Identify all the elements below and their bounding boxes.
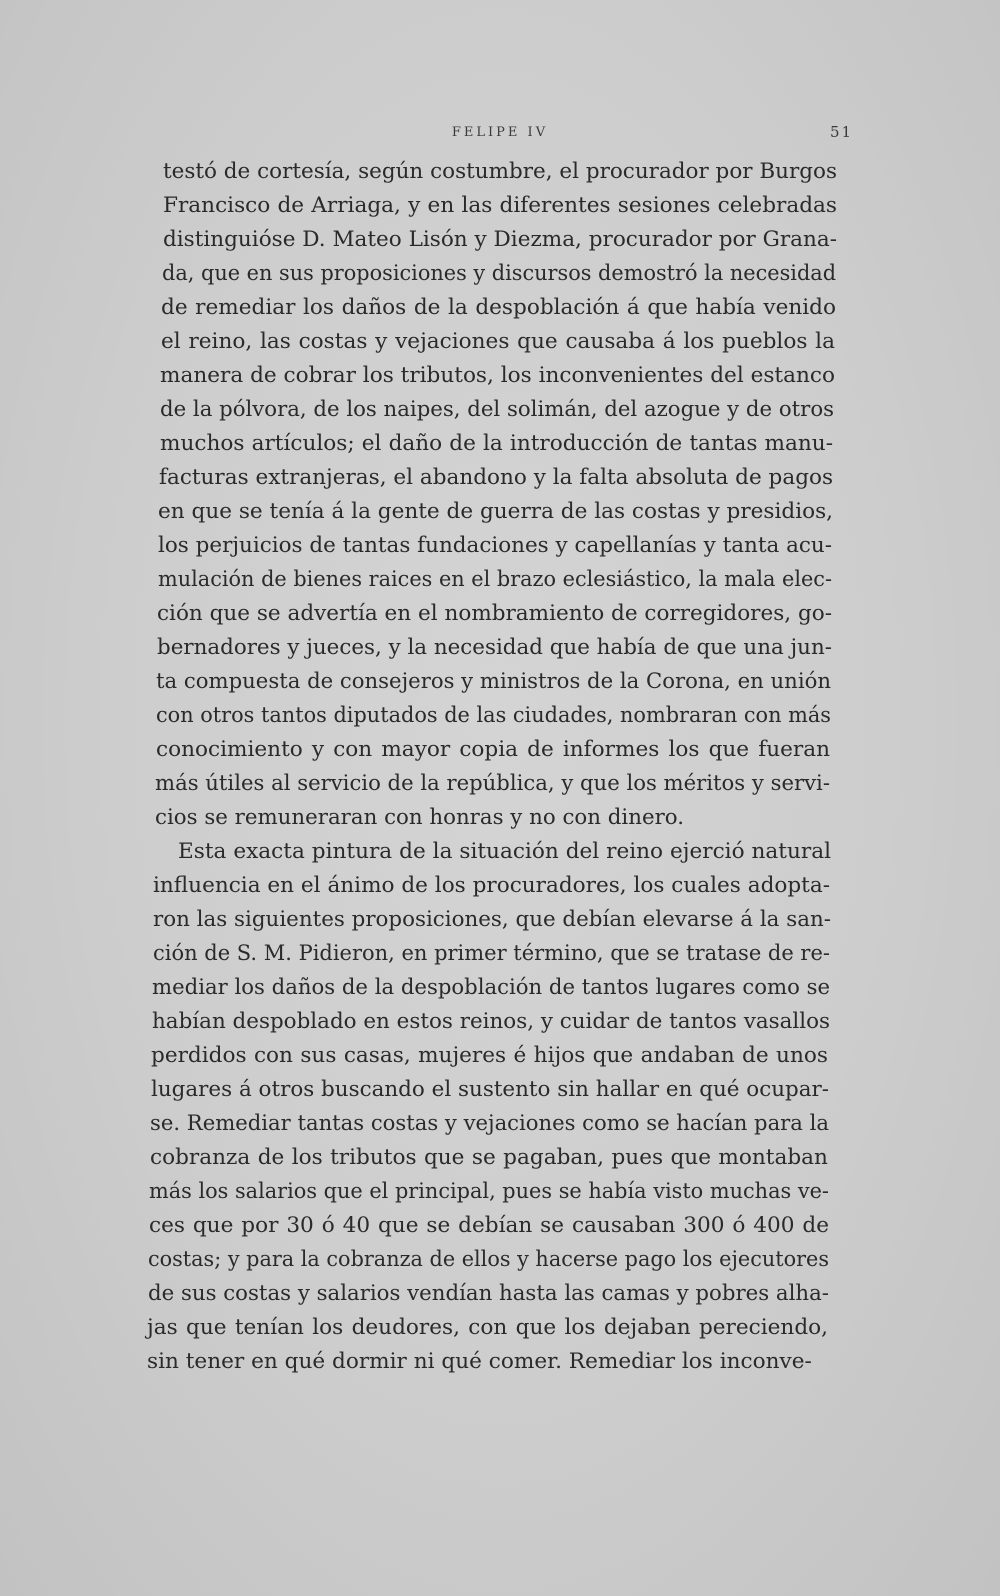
text-line: ta compuesta de consejeros y ministros de la Corona, en unión (156, 669, 831, 694)
text-line: cobranza de los tributos que se pagaban, pues que montaban (150, 1145, 828, 1170)
text-line: Esta exacta pintura de la situación del reino ejerció natural (178, 839, 831, 864)
text-line: mulación de bienes raices en el brazo eclesiástico, la mala elec- (158, 567, 832, 592)
text-line: da, que en sus proposiciones y discursos demostró la necesidad (162, 261, 837, 286)
page-header (0, 123, 1000, 143)
text-line: sin tener en qué dormir ni qué comer. Remediar los inconve- (147, 1349, 812, 1374)
text-line: Francisco de Arriaga, y en las diferentes sesiones celebradas (163, 193, 838, 218)
text-line: con otros tantos diputados de las ciudades, nombraran con más (156, 703, 832, 728)
text-line: distinguióse D. Mateo Lisón y Diezma, procurador por Grana- (163, 227, 837, 252)
text-line: ron las siguientes proposiciones, que debían elevarse á la san- (153, 907, 831, 932)
text-line: más los salarios que el principal, pues se había visto muchas ve- (149, 1179, 829, 1204)
text-line: muchos artículos; el daño de la introducción de tantas manu- (160, 431, 834, 456)
text-line: facturas extranjeras, el abandono y la falta absoluta de pagos (159, 465, 834, 490)
text-line: ces que por 30 ó 40 que se debían se causaban 300 ó 400 de (149, 1213, 830, 1238)
text-line: los perjuicios de tantas fundaciones y capellanías y tanta acu- (158, 533, 832, 558)
text-line: perdidos con sus casas, mujeres é hijos que andaban de unos (151, 1043, 828, 1068)
text-line: manera de cobrar los tributos, los inconvenientes del estanco (160, 363, 835, 388)
text-line: costas; y para la cobranza de ellos y hacerse pago los ejecutores (148, 1247, 829, 1272)
text-line: influencia en el ánimo de los procuradores, los cuales adopta- (153, 873, 830, 898)
text-line: conocimiento y con mayor copia de informes los que fueran (156, 737, 830, 762)
text-line: más útiles al servicio de la república, y que los méritos y servi- (155, 771, 830, 796)
text-line: el reino, las costas y vejaciones que causaba á los pueblos la (161, 329, 835, 354)
text-line: en que se tenía á la gente de guerra de las costas y presidios, (158, 499, 834, 524)
page-number: 51 (830, 123, 854, 141)
text-line: bernadores y jueces, y la necesidad que había de que una jun- (157, 635, 832, 660)
text-line: ción que se advertía en el nombramiento de corregidores, go- (157, 601, 832, 626)
text-line: mediar los daños de la despoblación de tantos lugares como se (152, 975, 830, 1000)
text-line: lugares á otros buscando el sustento sin hallar en qué ocupar- (151, 1077, 830, 1102)
text-line: testó de cortesía, según costumbre, el procurador por Burgos (163, 159, 838, 184)
text-line: de la pólvora, de los naipes, del solimán, del azogue y de otros (160, 397, 835, 422)
text-line: cios se remuneraran con honras y no con dinero. (155, 805, 685, 830)
text-line: habían despoblado en estos reinos, y cuidar de tantos vasallos (152, 1009, 830, 1034)
text-line: de sus costas y salarios vendían hasta las camas y pobres alha- (148, 1281, 829, 1306)
text-line: ción de S. M. Pidieron, en primer término, que se tratase de re- (153, 941, 830, 966)
text-line: jas que tenían los deudores, con que los dejaban pereciendo, (147, 1315, 829, 1340)
text-line: de remediar los daños de la despoblación á que había venido (161, 295, 836, 320)
text-line: se. Remediar tantas costas y vejaciones como se hacían para la (150, 1111, 829, 1136)
running-title: FELIPE IV (451, 125, 549, 140)
